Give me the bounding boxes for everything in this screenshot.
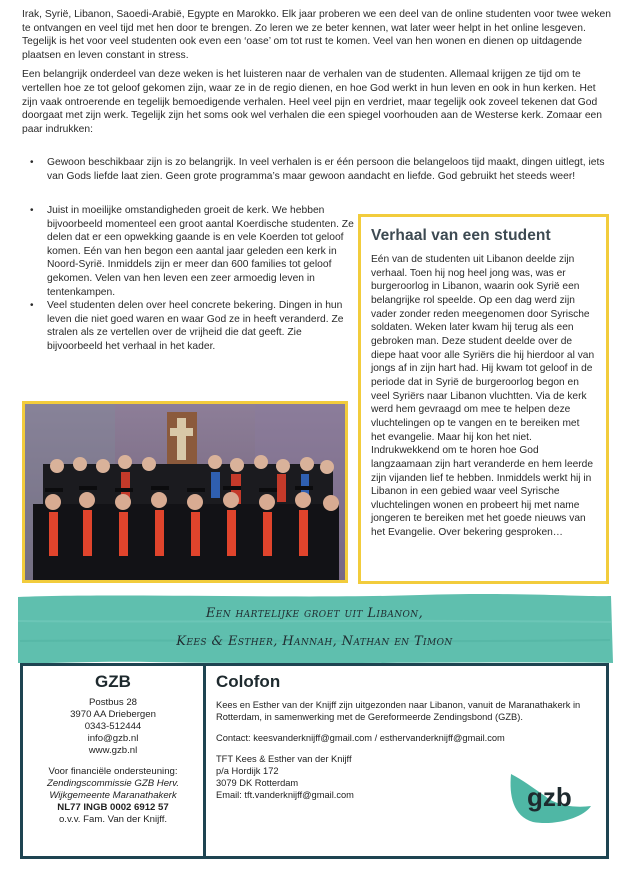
phone: 0343-512444	[84, 720, 142, 732]
city: 3970 AA Driebergen	[70, 708, 156, 720]
story-text: Eén van de studenten uit Libanon deelde zijn verhaal. Toen hij nog heel jong was, was er burgeroorlog in Libanon, waarin ook Syrië een belangrijke rol speelde. Op een dag werd zijn vader zonder reden meegenomen door Syrische soldaten. Weken later kwam hij terug als een gebroken man. Deze student deelde over de diepe haat voor alle Syriërs die hij hierdoor al van jongs af in zijn hart had. Hij kwam tot geloof in de periode dat in Syrië de burgeroorlog begon en veel Syriërs naar Libanon vluchtten. Via de kerk werd hem gevraagd om mee te helpen deze vluchtelingen op te vangen en te bereiken met het evangelie. Maar hij kon het niet. Indrukwekkend om te horen hoe God langzaamaan zijn hart veranderde en hem leerde zijn vijanden lief te hebben. Inmiddels werkt hij in Libanon in een gebied waar veel Syrische vluchtelingen wonen en probeert hij met name jongeren te bereiken met het goede nieuws van het Evangelie. Over bekering gesproken…	[371, 254, 595, 539]
colofon-title: Colofon	[216, 672, 281, 691]
intro-text	[22, 8, 612, 142]
colofon-contact[interactable]: Contact: keesvanderknijff@gmail.com / esthervanderknijff@gmail.com	[216, 733, 505, 743]
gzb-title: GZB	[95, 672, 131, 691]
footer-box	[20, 663, 609, 859]
intro-paragraph: Een belangrijk onderdeel van deze weken is het luisteren naar de verhalen van de studenten. Allemaal krijgen ze tijd om te vertellen hoe ze tot geloof gekomen zijn, waar ze in de regio dienen, en hoe God werkt in hun leven en ook in hun kerken. Het zijn vaak ontroerende en tegelijk bemoedigende verhalen. Heel veel pijn en verdriet, maar tegelijk ook zoveel tekenen dat God doorgaat met zijn werk. Tegelijk zijn het soms ook wel verhalen die een spiegel voorhouden aan de Westerse kerk. Zomaar een paar indrukken:	[22, 69, 602, 135]
colofon-address-line: p/a Hordijk 172	[216, 766, 279, 776]
bullet-icon: •	[30, 300, 34, 312]
intro-paragraph: Irak, Syrië, Libanon, Saoedi-Arabië, Egypte en Marokko. Elk jaar proberen we een deel van de online studenten voor twee weken te ontvangen en veel tijd met hen door te brengen. Zo leren we ze beter kennen, wat later weer helpt in het online lesgeven. Tegelijk is het voor veel studenten ook even een ‘oase’ om tot rust te komen. Veel van hen wonen en dienen op uitdagende plaatsen en leven constant in stress.	[22, 9, 611, 61]
list-item	[22, 156, 612, 183]
gzb-address	[23, 697, 203, 757]
greeting-signature: Kees & Esther, Hannah, Nathan en Timon	[176, 634, 453, 649]
ovv-note: o.v.v. Fam. Van der Knijff.	[58, 814, 168, 826]
gzb-logo-icon	[505, 766, 595, 826]
website-link[interactable]: www.gzb.nl	[88, 744, 138, 756]
bullet-text: Veel studenten delen over heel concrete bekering. Dingen in hun leven die niet goed waren en waar God ze in heeft veranderd. Ze stralen als ze vertellen over de vrijheid die dat geeft. Zie bijvoorbeeld het verhaal in het kader.	[47, 300, 344, 352]
list-item	[22, 299, 357, 353]
support-label: Voor financiële ondersteuning:	[48, 766, 178, 778]
group-photo	[22, 401, 348, 583]
bullet-list	[22, 156, 612, 183]
footer-divider	[203, 666, 206, 856]
bullet-text: Juist in moeilijke omstandigheden groeit de kerk. We hebben bijvoorbeeld momenteel een groot aantal Koerdische studenten. Ze delen dat er een opwekking gaande is en vele Koerden tot geloof komen. Eén van hen begon een aantal jaar geleden een kerk in Noord-Syrië. Inmiddels zijn er meer dan 600 families tot geloof gekomen. Velen van hen leven een zeer armoedig leven in tentenkampen.	[47, 205, 354, 298]
greeting-band	[0, 593, 629, 665]
postbus: Postbus 28	[88, 696, 137, 708]
graduation-photo-illustration	[25, 404, 345, 580]
greeting-line: Een hartelijke groet uit Libanon,	[205, 606, 424, 621]
bullet-icon: •	[30, 205, 34, 216]
bullet-icon: •	[30, 157, 34, 168]
bullet-list	[22, 204, 357, 354]
logo-text: gzb	[527, 782, 572, 812]
email-link[interactable]: info@gzb.nl	[87, 732, 139, 744]
colofon-address-line: 3079 DK Rotterdam	[216, 778, 299, 788]
bullet-text: Gewoon beschikbaar zijn is zo belangrijk. In veel verhalen is er één persoon die belangeloos tijd maakt, dingen uitlegt, iets van Gods liefde laat zien. Geen grote programma’s maar gewoon aandacht en liefde. God gebruikt het steeds weer!	[47, 157, 605, 182]
colofon-address-line: TFT Kees & Esther van der Knijff	[216, 754, 352, 764]
list-item	[22, 204, 357, 299]
colofon-text: Kees en Esther van der Knijff zijn uitgezonden naar Libanon, vanuit de Maranathakerk in Rotterdam, in samenwerking met de Gereformeerde Zendingsbond (GZB).	[216, 700, 581, 722]
colofon-email[interactable]: Email: tft.vanderknijff@gmail.com	[216, 790, 354, 800]
iban: NL77 INGB 0002 6912 57	[57, 802, 169, 814]
support-org: Wijkgemeente Maranathakerk	[49, 790, 177, 802]
support-org: Zendingscommissie GZB Herv.	[46, 778, 180, 790]
gzb-contact-column	[23, 666, 203, 826]
story-title: Verhaal van een student	[371, 227, 551, 244]
teal-brush-band	[0, 593, 629, 665]
student-story-box	[358, 214, 609, 584]
